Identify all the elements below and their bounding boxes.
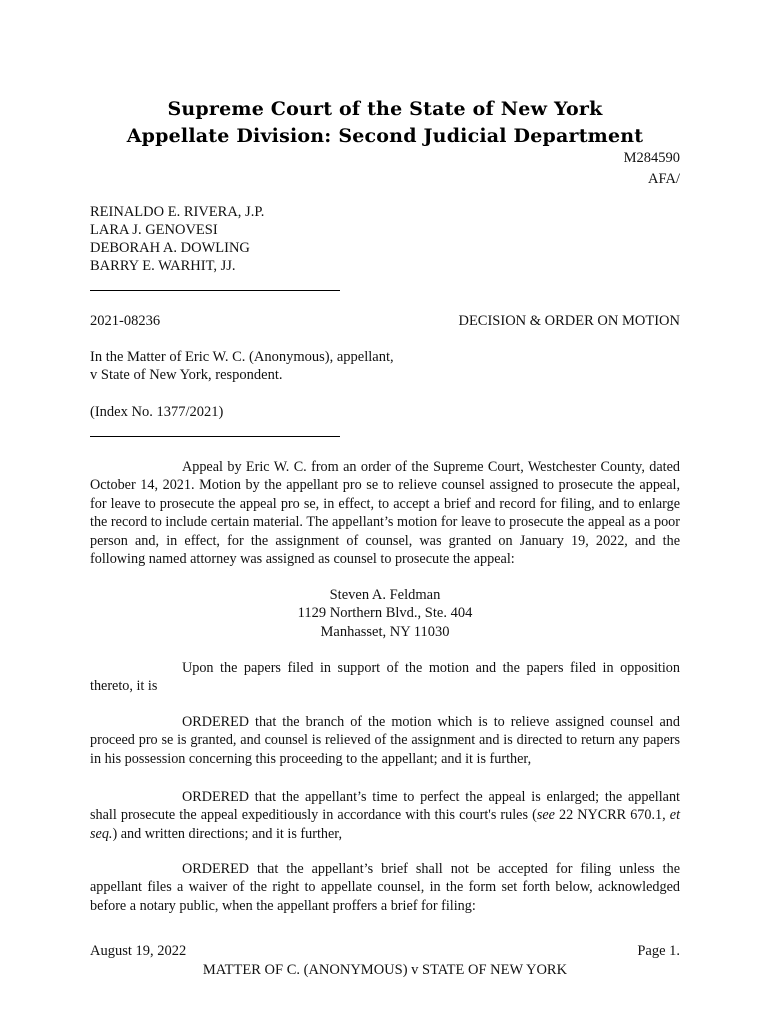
document-type: DECISION & ORDER ON MOTION (458, 313, 680, 329)
clerk-initials: AFA/ (648, 171, 680, 187)
caption-line: v State of New York, respondent. (90, 367, 283, 383)
order-brief-waiver: ORDERED that the appellant’s brief shall not be accepted for filing unless the appellant files a waiver of the right to appellate counsel, in the form set forth below, acknowledged before a notary public, when the appellant proffers a brief for filing: (90, 861, 680, 914)
justice-name: BARRY E. WARHIT, JJ. (90, 258, 236, 274)
divider (90, 436, 340, 437)
decision-date: August 19, 2022 (90, 943, 187, 959)
appeal-paragraph: Appeal by Eric W. C. from an order of the Supreme Court, Westchester County, dated October 14, 2021. Motion by the appellant pro se to relieve counsel assigned to prosecute the appeal, for leave to prosecute the appeal pro se, in effect, to accept a brief and record for filing, and to enlarge the record to include certain material. The appellant’s motion for leave to prosecute the appeal as a poor person and, in effect, for the assignment of counsel, was granted on January 19, 2022, and the following named attorney was assigned as counsel to prosecute the appeal: (90, 459, 680, 568)
attorney-address (0, 586, 770, 641)
footer-case-title: MATTER OF C. (ANONYMOUS) v STATE OF NEW YORK (202, 962, 568, 978)
page-number: Page 1. (637, 943, 680, 959)
court-header (0, 96, 770, 150)
attorney-street: 1129 Northern Blvd., Ste. 404 (297, 605, 473, 622)
docket-number: 2021-08236 (90, 313, 161, 329)
papers-paragraph: Upon the papers filed in support of the motion and the papers filed in opposition thereto, it is (90, 660, 680, 695)
order-relieve-counsel: ORDERED that the branch of the motion which is to relieve assigned counsel and proceed pro se is granted, and counsel is relieved of the assignment and is directed to return any papers in his possession concerning this proceeding to the appellant; and it is further, (90, 714, 680, 767)
caption-line: In the Matter of Eric W. C. (Anonymous), appellant, (90, 349, 394, 365)
court-name: Supreme Court of the State of New York (167, 98, 603, 120)
justice-name: REINALDO E. RIVERA, J.P. (90, 204, 265, 220)
motion-reference (624, 148, 680, 190)
justice-name: LARA J. GENOVESI (90, 222, 218, 238)
divider (90, 290, 340, 291)
case-caption (90, 348, 394, 384)
justices-list (90, 203, 264, 275)
attorney-city: Manhasset, NY 11030 (320, 623, 450, 640)
justice-name: DEBORAH A. DOWLING (90, 240, 250, 256)
index-number: (Index No. 1377/2021) (90, 404, 224, 420)
order-time-enlarged: ORDERED that the appellant’s time to perfect the appeal is enlarged; the appellant shall prosecute the appeal expeditiously in accordance with this court's rules (see 22 NYCRR 670.1, et seq.) and written directions; and it is further, (90, 789, 681, 842)
attorney-name: Steven A. Feldman (329, 587, 441, 603)
court-division: Appellate Division: Second Judicial Department (126, 125, 644, 147)
motion-number: M284590 (623, 150, 680, 166)
